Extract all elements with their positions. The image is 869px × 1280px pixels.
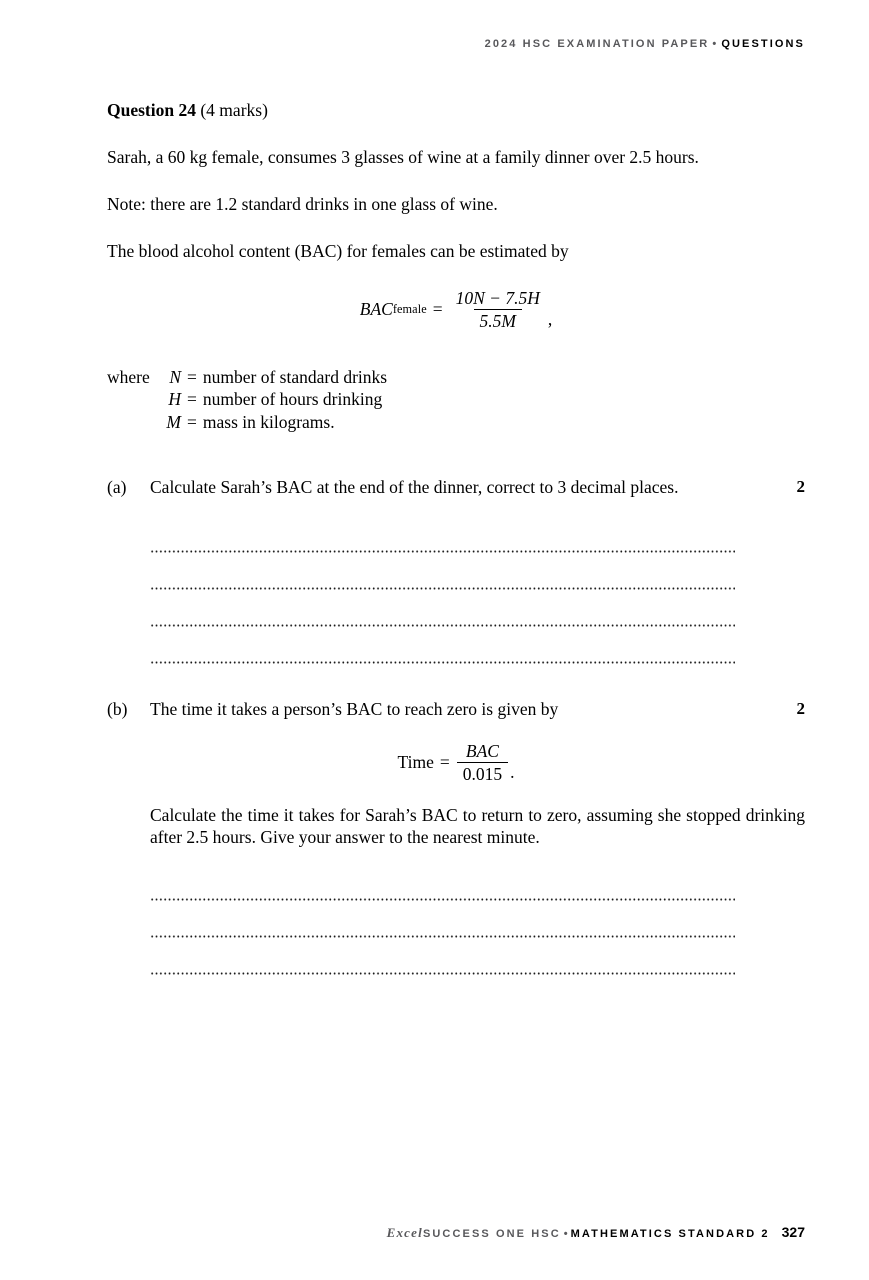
part-a-answer-lines[interactable] [150,517,735,665]
question-stem-line-1: Sarah, a 60 kg female, consumes 3 glasses of wine at a family dinner over 2.5 hours. [107,147,699,167]
bac-formula-subscript: female [392,302,427,317]
time-formula-lhs: Time [397,752,434,773]
variable-definition-h: number of hours drinking [202,389,383,410]
answer-line[interactable] [150,939,735,976]
question-stem-line-2: Note: there are 1.2 standard drinks in one glass of wine. [107,193,498,214]
question-stem-line-3: The blood alcohol content (BAC) for females can be estimated by [107,240,569,261]
page-number: 327 [781,1224,805,1240]
question-part-a [107,477,805,499]
answer-line[interactable] [150,554,735,591]
bac-formula-denominator: 5.5M [474,309,522,332]
running-head-separator: • [712,38,719,50]
answer-line[interactable] [150,628,735,665]
running-head-section: QUESTIONS [721,38,805,50]
time-formula-trailing-period: . [510,762,515,783]
part-a-marks: 2 [796,477,805,497]
variable-definition-row [107,366,805,388]
part-a-label: (a) [107,477,127,498]
page-footer [64,1224,805,1242]
bac-formula-numerator: 10N − 7.5H [455,287,540,308]
where-lead-label: where [107,366,150,387]
part-b-answer-lines[interactable] [150,865,735,976]
time-formula-numerator: BAC [465,740,499,761]
part-b-label: (b) [107,698,128,719]
running-head [64,38,805,50]
answer-line[interactable] [150,902,735,939]
variable-definition-row [107,388,805,410]
question-content [107,100,805,976]
answer-line[interactable] [150,591,735,628]
variable-equals-n: = [187,366,197,387]
bac-formula-fraction [450,288,546,332]
running-head-paper: 2024 HSC EXAMINATION PAPER [484,38,710,50]
variable-definitions [107,366,805,433]
variable-definition-row [107,411,805,433]
part-b-marks: 2 [796,698,805,718]
question-heading [107,100,805,121]
variable-symbol-h: H [168,389,181,410]
time-formula-fraction [457,741,508,785]
variable-equals-m: = [187,411,197,432]
part-b-followup [107,805,805,849]
footer-series: SUCCESS ONE HSC [422,1228,561,1240]
variable-definition-n: number of standard drinks [202,366,388,387]
answer-line[interactable] [150,865,735,902]
question-part-b [107,699,805,721]
answer-line[interactable] [150,517,735,554]
bac-formula-lhs: BAC [359,299,393,320]
part-b-text: The time it takes a person’s BAC to reach zero is given by [150,698,559,719]
time-formula-denominator: 0.015 [457,762,508,785]
question-number: Question 24 [107,100,196,120]
variable-equals-h: = [187,389,197,410]
footer-brand: Excel [386,1225,423,1240]
time-formula-equals: = [439,752,450,773]
variable-symbol-n: N [169,366,181,387]
time-formula [107,741,805,785]
question-marks-label: (4 marks) [200,100,268,120]
footer-subject: MATHEMATICS STANDARD 2 [570,1228,770,1240]
part-b-followup-text: Calculate the time it takes for Sarah’s BAC to return to zero, assuming she stopped drinking after 2.5 hours. Give your answer to the nearest minute. [150,805,805,847]
bac-formula-trailing-comma: , [547,308,553,329]
bac-formula [107,288,805,332]
variable-symbol-m: M [166,411,181,432]
bac-formula-equals: = [432,299,443,320]
part-a-text: Calculate Sarah’s BAC at the end of the dinner, correct to 3 decimal places. [150,477,679,498]
variable-definition-m: mass in kilograms. [202,411,335,432]
footer-separator: • [563,1228,568,1240]
